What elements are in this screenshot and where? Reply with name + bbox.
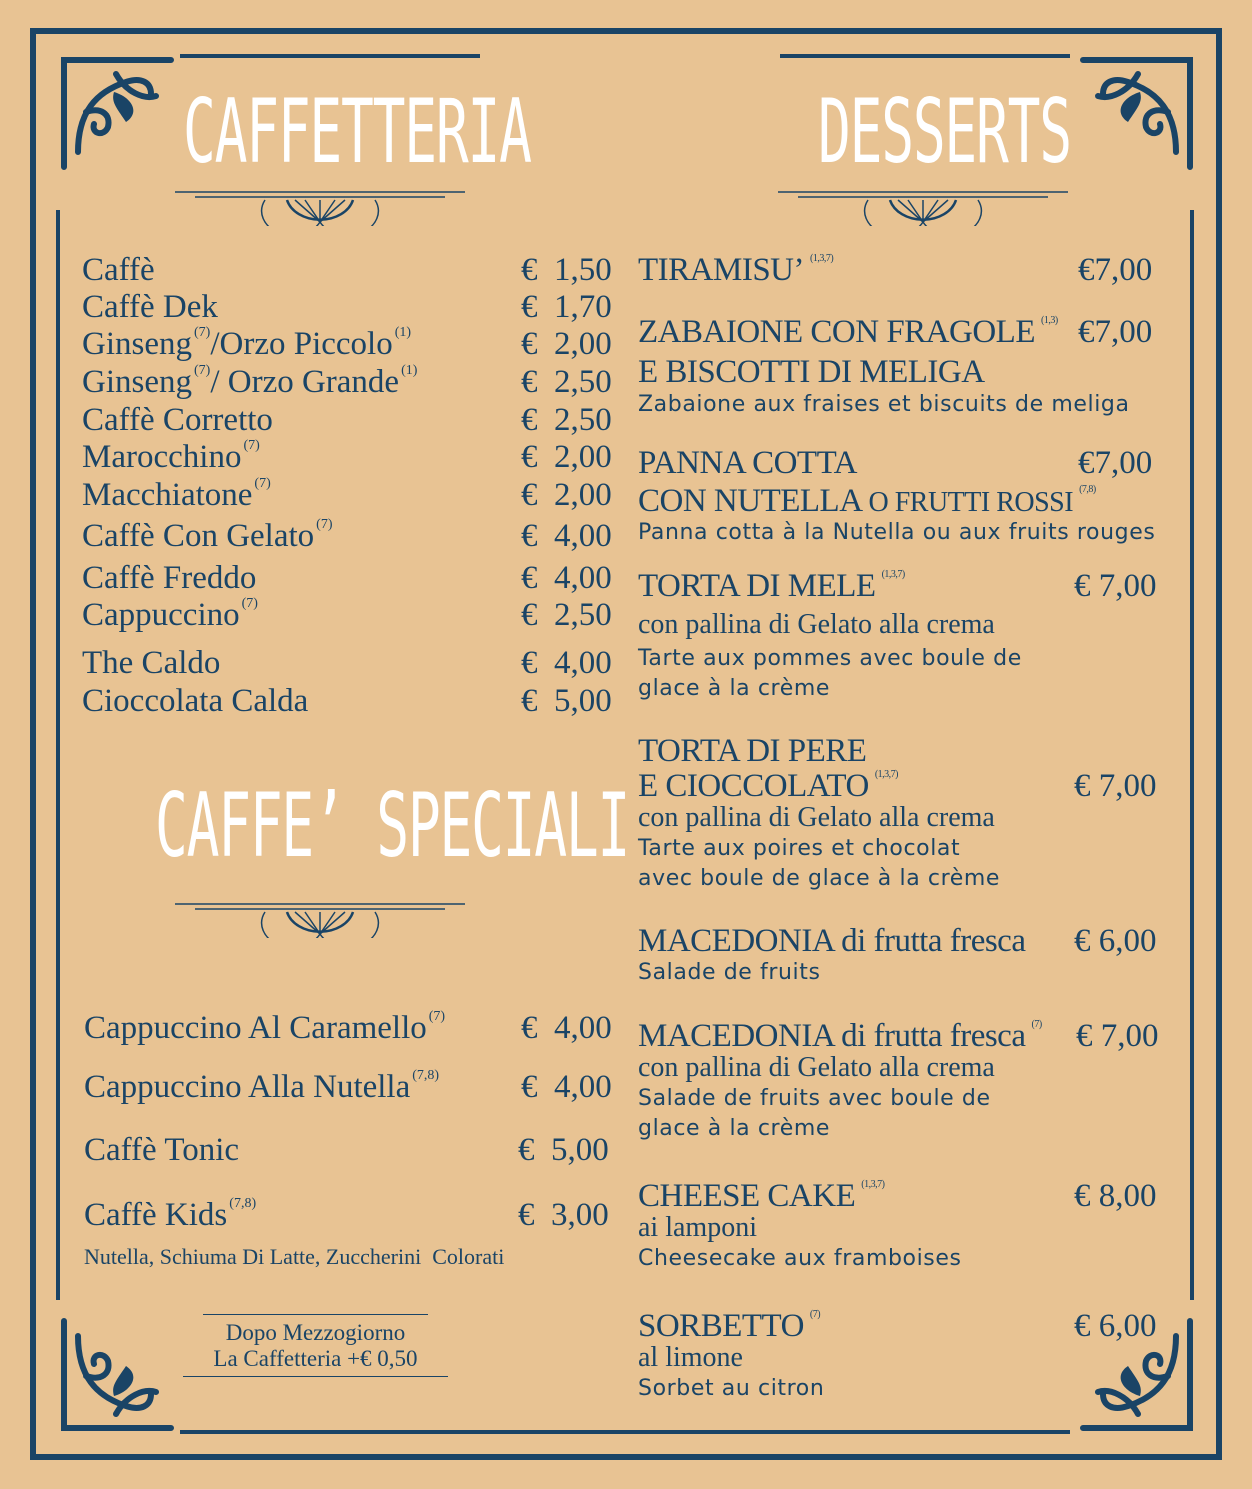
- frame-line-left: [56, 210, 60, 1300]
- menu-item: Ginseng $^{(7)}$/Orzo Piccolo $^{(1)}$: [82, 325, 412, 362]
- menu-price: € 4,00: [521, 1069, 612, 1105]
- menu-item: Cioccolata Calda: [82, 683, 309, 719]
- dessert-price: €7,00: [1078, 252, 1153, 288]
- dessert-name: ZABAIONE CON FRAGOLE $^{(1,3)}$: [638, 314, 1058, 350]
- dessert-french-line2: glace à la crème: [638, 676, 831, 701]
- menu-item: Caffè Tonic: [84, 1132, 240, 1168]
- dessert-name: TIRAMISU’ $^{(1,3,7)}$: [638, 252, 834, 288]
- dessert-name: MACEDONIA di frutta fresca: [638, 923, 1026, 959]
- frame-line-bottom: [180, 1430, 1070, 1434]
- menu-item: Ginseng $^{(7)}$/ Orzo Grande $^{(1)}$: [82, 363, 418, 400]
- menu-price: € 2,00: [521, 326, 612, 362]
- menu-price: € 4,00: [521, 518, 612, 554]
- dessert-french-line2: avec boule de glace à la crème: [638, 866, 1001, 891]
- corner-ornament-top-right-icon: [1078, 52, 1198, 172]
- menu-item: Caffè Con Gelato $^{(7)}$: [82, 517, 333, 554]
- dessert-french: Sorbet au citron: [638, 1376, 825, 1401]
- dessert-price: € 7,00: [1076, 1018, 1159, 1054]
- footer-line-bottom: [183, 1376, 448, 1377]
- ornament-divider-icon: [175, 186, 465, 226]
- dessert-name: TORTA DI MELE $^{(1,3,7)}$: [638, 568, 905, 604]
- kids-note: Nutella, Schiuma Di Latte, Zuccherini Colorati: [84, 1244, 505, 1269]
- menu-price: € 1,70: [521, 289, 612, 325]
- dessert-name-line2: E CIOCCOLATO $^{(1,3,7)}$: [638, 768, 898, 804]
- footer-line-top: [203, 1314, 428, 1315]
- ornament-divider-icon: [778, 186, 1068, 226]
- dessert-price: € 6,00: [1074, 1308, 1157, 1344]
- footer-line2: La Caffetteria +€ 0,50: [213, 1346, 418, 1371]
- corner-ornament-top-left-icon: [56, 52, 176, 172]
- dessert-french: Tarte aux pommes avec boule de: [638, 646, 1022, 671]
- menu-price: € 2,00: [521, 477, 612, 513]
- caffetteria-title: CAFFETTERIA: [183, 80, 531, 183]
- menu-item: Caffè Corretto: [82, 402, 273, 438]
- menu-price: € 2,00: [521, 439, 612, 475]
- menu-price: € 2,50: [521, 402, 612, 438]
- menu-item: Cappuccino $^{(7)}$: [82, 596, 258, 633]
- footer-line1: Dopo Mezzogiorno: [225, 1320, 406, 1345]
- menu-price: € 5,00: [518, 1132, 609, 1168]
- dessert-price: € 7,00: [1074, 568, 1157, 604]
- menu-item: Cappuccino Alla Nutella $^{(7,8)}$: [84, 1068, 440, 1105]
- dessert-price: €7,00: [1078, 445, 1153, 481]
- menu-price: € 2,50: [521, 597, 612, 633]
- menu-item: Marocchino $^{(7)}$: [82, 438, 260, 475]
- menu-price: € 1,50: [521, 252, 612, 288]
- menu-item: Caffè Dek: [82, 289, 218, 325]
- dessert-name: MACEDONIA di frutta fresca $^{(7)}$: [638, 1018, 1042, 1054]
- afternoon-surcharge-note: [183, 1314, 448, 1372]
- dessert-name: CHEESE CAKE $^{(1,3,7)}$: [638, 1178, 885, 1214]
- menu-price: € 2,50: [521, 364, 612, 400]
- dessert-name-line2: E BISCOTTI DI MELIGA: [638, 354, 985, 390]
- dessert-subtitle: con pallina di Gelato alla crema: [638, 609, 995, 640]
- dessert-name-line2: CON NUTELLA O FRUTTI ROSSI $^{(7,8)}$: [638, 483, 1096, 519]
- menu-price: € 4,00: [521, 560, 612, 596]
- menu-item: Macchiatone $^{(7)}$: [82, 476, 271, 513]
- ornament-divider-icon: [175, 898, 465, 938]
- dessert-french-line2: glace à la crème: [638, 1116, 831, 1141]
- dessert-french: Zabaione aux fraises et biscuits de meliga: [638, 392, 1130, 417]
- menu-item: Caffè Freddo: [82, 560, 257, 596]
- menu-item: The Caldo: [82, 645, 221, 681]
- dessert-price: €7,00: [1078, 314, 1153, 350]
- frame-line-top-left: [180, 54, 480, 58]
- dessert-french: Salade de fruits: [638, 960, 821, 985]
- dessert-name: PANNA COTTA: [638, 445, 857, 481]
- menu-price: € 3,00: [518, 1197, 609, 1233]
- menu-item: Caffè: [82, 252, 155, 288]
- menu-price: € 4,00: [521, 645, 612, 681]
- dessert-french: Panna cotta à la Nutella ou aux fruits rouges: [638, 520, 1156, 545]
- dessert-name: SORBETTO $^{(7)}$: [638, 1308, 821, 1344]
- dessert-french: Salade de fruits avec boule de: [638, 1086, 991, 1111]
- menu-price: € 4,00: [521, 1010, 612, 1046]
- corner-ornament-bottom-left-icon: [56, 1316, 176, 1436]
- dessert-subtitle: al limone: [638, 1342, 743, 1373]
- menu-item: Caffè Kids $^{(7,8)}$: [84, 1196, 257, 1233]
- speciali-title: CAFFE’ SPECIALI: [155, 774, 630, 877]
- dessert-price: € 7,00: [1074, 768, 1157, 804]
- dessert-name: TORTA DI PERE: [638, 733, 867, 769]
- dessert-french: Tarte aux poires et chocolat: [638, 836, 961, 861]
- frame-line-right: [1190, 210, 1194, 1300]
- dessert-subtitle: con pallina di Gelato alla crema: [638, 802, 995, 833]
- frame-line-top-right: [780, 54, 1070, 58]
- dessert-price: € 6,00: [1074, 923, 1157, 959]
- dessert-french: Cheesecake aux framboises: [638, 1246, 962, 1271]
- menu-price: € 5,00: [521, 683, 612, 719]
- menu-item: Cappuccino Al Caramello $^{(7)}$: [84, 1009, 446, 1046]
- dessert-subtitle: ai lamponi: [638, 1212, 757, 1243]
- desserts-title: DESSERTS: [818, 80, 1071, 183]
- dessert-price: € 8,00: [1074, 1178, 1157, 1214]
- dessert-subtitle: con pallina di Gelato alla crema: [638, 1052, 995, 1083]
